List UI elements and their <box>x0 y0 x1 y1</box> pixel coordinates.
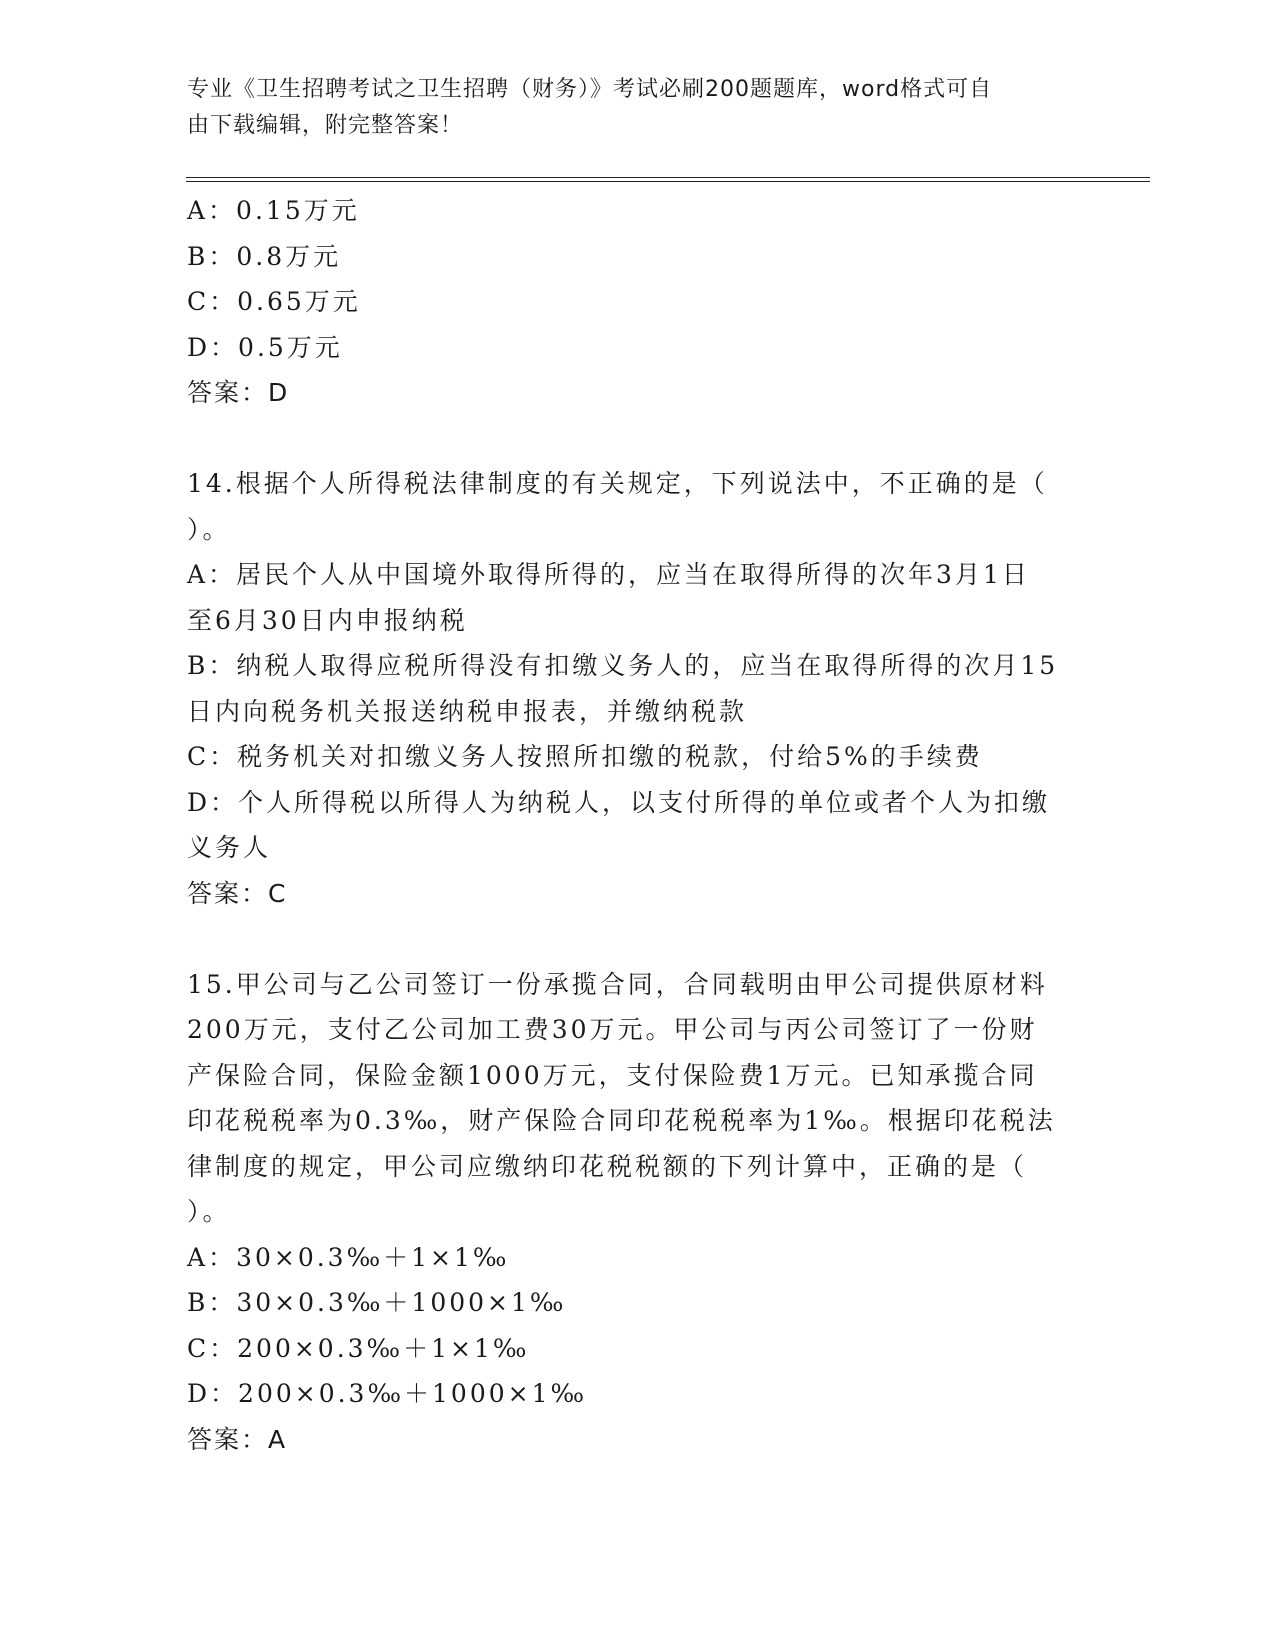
q14-option-b-line-1: B：纳税人取得应税所得没有扣缴义务人的，应当在取得所得的次月15 <box>187 651 1059 680</box>
q14-option-d-line-1: D：个人所得税以所得人为纳税人，以支付所得的单位或者个人为扣缴 <box>187 787 1051 817</box>
header-title-line-1: 专业《卫生招聘考试之卫生招聘（财务）》考试必刷200题题库，word格式可自 <box>187 77 993 102</box>
q15-stem-line-5: 律制度的规定，甲公司应缴纳印花税税额的下列计算中，正确的是（ <box>187 1151 1028 1181</box>
question-14 <box>187 461 1087 916</box>
q14-option-d-line-2: 义务人 <box>187 833 272 862</box>
question-15 <box>187 962 1087 1463</box>
q13-option-c: C：0.65万元 <box>187 287 361 316</box>
page-header <box>187 72 1067 144</box>
q13-option-d: D：0.5万元 <box>187 332 343 362</box>
question-13 <box>187 188 1087 416</box>
q13-option-b: B：0.8万元 <box>187 241 342 271</box>
q14-stem-line-1: 14.根据个人所得税法律制度的有关规定，下列说法中，不正确的是（ <box>187 469 1048 498</box>
q15-option-b: B：30×0.3‰＋1000×1‰ <box>187 1288 567 1317</box>
q13-answer: 答案：D <box>187 378 290 407</box>
q13-option-a: A：0.15万元 <box>187 196 360 225</box>
question-content <box>187 188 1087 1462</box>
q15-stem-line-2: 200万元，支付乙公司加工费30万元。甲公司与丙公司签订了一份财 <box>187 1015 1038 1044</box>
q15-stem-line-4: 印花税税率为0.3‰，财产保险合同印花税税率为1‰。根据印花税法 <box>187 1106 1056 1135</box>
q14-option-c: C：税务机关对扣缴义务人按照所扣缴的税款，付给5%的手续费 <box>187 742 983 771</box>
q14-option-a-line-1: A：居民个人从中国境外取得所得的，应当在取得所得的次年3月1日 <box>187 560 1030 589</box>
spacer <box>187 916 1087 962</box>
q14-answer: 答案：C <box>187 878 288 908</box>
header-divider <box>186 177 1150 182</box>
q15-option-d: D：200×0.3‰＋1000×1‰ <box>187 1379 588 1408</box>
q15-stem-line-3: 产保险合同，保险金额1000万元，支付保险费1万元。已知承揽合同 <box>187 1060 1038 1090</box>
header-title-line-2: 由下载编辑，附完整答案！ <box>187 113 464 138</box>
spacer <box>187 416 1087 462</box>
q15-option-a: A：30×0.3‰＋1×1‰ <box>187 1242 510 1272</box>
q15-stem-line-6: ）。 <box>187 1197 231 1226</box>
q15-answer: 答案：A <box>187 1424 288 1454</box>
q14-option-b-line-2: 日内向税务机关报送纳税申报表，并缴纳税款 <box>187 696 748 726</box>
q15-stem-line-1: 15.甲公司与乙公司签订一份承揽合同，合同载明由甲公司提供原材料 <box>187 969 1048 999</box>
q14-option-a-line-2: 至6月30日内申报纳税 <box>187 605 468 635</box>
q14-stem-line-2: ）。 <box>187 514 231 544</box>
q15-option-c: C：200×0.3‰＋1×1‰ <box>187 1333 530 1363</box>
